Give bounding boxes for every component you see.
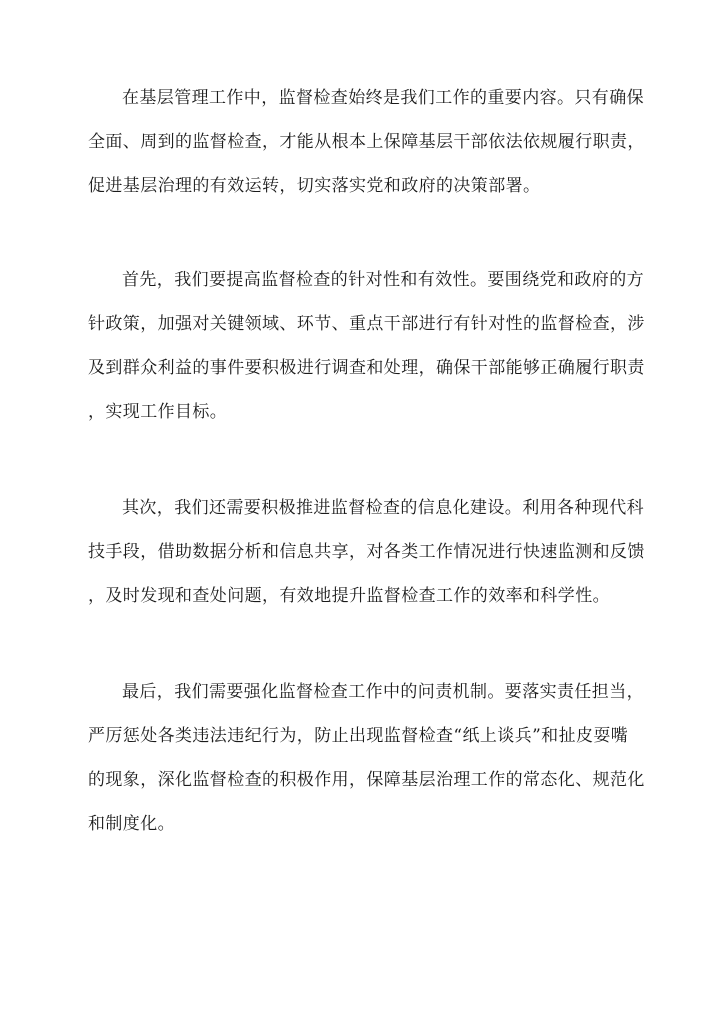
paragraph-line: 针政策，加强对关键领域、环节、重点干部进行有针对性的监督检查，涉 bbox=[88, 314, 645, 334]
paragraph-line: 其次，我们还需要积极推进监督检查的信息化建设。利用各种现代科 bbox=[122, 498, 644, 518]
paragraph-line: 在基层管理工作中，监督检查始终是我们工作的重要内容。只有确保 bbox=[122, 88, 644, 108]
paragraph-line: 及到群众利益的事件要积极进行调查和处理，确保干部能够正确履行职责 bbox=[88, 358, 645, 378]
paragraph-line: ，实现工作目标。 bbox=[88, 402, 228, 422]
paragraph-line: 全面、周到的监督检查，才能从根本上保障基层干部依法依规履行职责， bbox=[88, 132, 645, 152]
paragraph-line: ，及时发现和查处问题，有效地提升监督检查工作的效率和科学性。 bbox=[88, 586, 610, 606]
paragraph-line: 和制度化。 bbox=[88, 814, 175, 834]
paragraph-second bbox=[88, 496, 645, 628]
paragraph-first bbox=[88, 268, 645, 444]
paragraph-line: 技手段，借助数据分析和信息共享，对各类工作情况进行快速监测和反馈 bbox=[88, 542, 645, 562]
paragraph-line: 严厉惩处各类违法违纪行为，防止出现监督检查“纸上谈兵”和扯皮耍嘴 bbox=[88, 726, 629, 746]
paragraph-line: 的现象，深化监督检查的积极作用，保障基层治理工作的常态化、规范化 bbox=[88, 770, 645, 790]
paragraph-intro bbox=[88, 86, 645, 218]
paragraph-line: 促进基层治理的有效运转，切实落实党和政府的决策部署。 bbox=[88, 176, 541, 196]
paragraph-line: 最后，我们需要强化监督检查工作中的问责机制。要落实责任担当， bbox=[122, 682, 644, 702]
paragraph-line: 首先，我们要提高监督检查的针对性和有效性。要围绕党和政府的方 bbox=[122, 270, 644, 290]
paragraph-last bbox=[88, 680, 645, 856]
